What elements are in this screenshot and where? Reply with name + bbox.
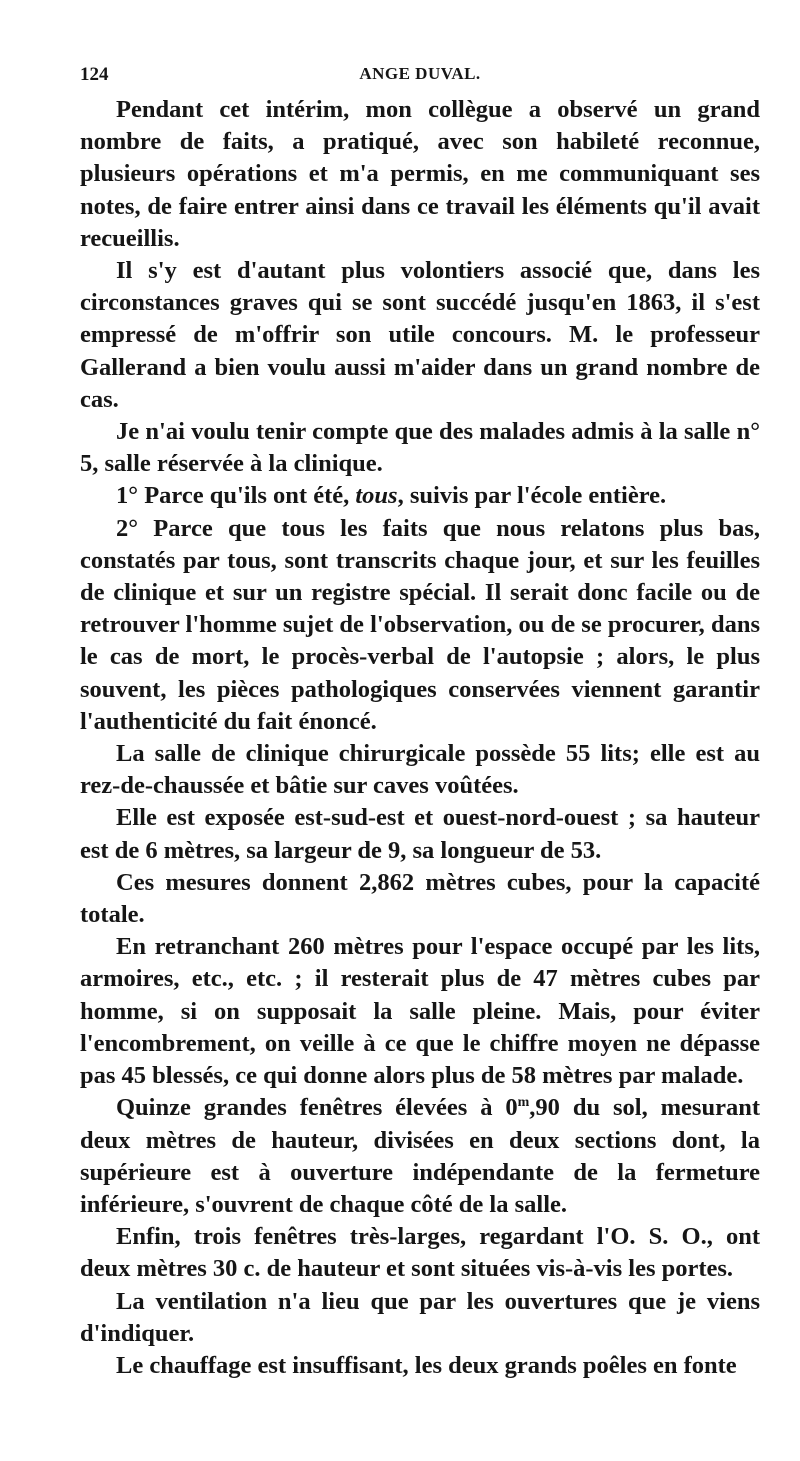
paragraph: Elle est exposée est-sud-est et ouest-nord-ouest ; sa hauteur est de 6 mètres, sa largeur de 9, sa longueur de 53. bbox=[80, 804, 760, 864]
page-number: 124 bbox=[80, 64, 109, 85]
paragraph: Je n'ai voulu tenir compte que des malades admis à la salle n° 5, salle réservée à la clinique. bbox=[80, 418, 760, 478]
paragraph-text: Parce qu'ils ont été, bbox=[138, 482, 356, 510]
list-number: 1° bbox=[116, 482, 139, 510]
paragraph bbox=[80, 1092, 760, 1221]
paragraph: Ces mesures donnent 2,862 mètres cubes, pour la capacité totale. bbox=[80, 868, 760, 929]
paragraph: Pendant cet intérim, mon collègue a observé un grand nombre de faits, a pratiqué, avec son habileté reconnue, plusieurs opérations et m'a permis, en me communiquant ses notes, de faire entrer ainsi dans ce travail les éléments qu'il avait recueillis. bbox=[80, 96, 760, 252]
paragraph: Le chauffage est insuffisant, les deux grands poêles en fonte bbox=[116, 1351, 737, 1379]
paragraph: La ventilation n'a lieu que par les ouvertures que je viens d'indiquer. bbox=[80, 1287, 760, 1347]
running-head: ANGE DUVAL. bbox=[359, 64, 481, 83]
page-header bbox=[80, 60, 760, 90]
paragraph: 2° Parce que tous les faits que nous relatons plus bas, constatés par tous, sont transcrits chaque jour, et sur les feuilles de clinique et sur un registre spécial. Il serait donc facile ou de retrouver l'homme sujet de l'observation, ou de se procurer, dans le cas de mort, le procès-verbal de l'autopsie ; alors, le plus souvent, les pièces pathologiques conservées viennent garantir l'authenticité du fait énoncé. bbox=[80, 514, 760, 735]
paragraph-text: , suivis par l'école entière. bbox=[397, 482, 667, 510]
paragraph: La salle de clinique chirurgicale possède 55 lits; elle est au rez-de-chaussée et bâtie sur caves voûtées. bbox=[80, 740, 760, 800]
paragraph: Il s'y est d'autant plus volontiers associé que, dans les circonstances graves qui se sont succédé jusqu'en 1863, il s'est empressé de m'offrir son utile concours. M. le professeur Gallerand a bien voulu aussi m'aider dans un grand nombre de cas. bbox=[80, 257, 760, 413]
body-text bbox=[80, 94, 760, 1382]
paragraph: Enfin, trois fenêtres très-larges, regardant l'O. S. O., ont deux mètres 30 c. de hauteur et sont situées vis-à-vis les portes. bbox=[80, 1223, 760, 1283]
paragraph-text: ,90 du sol, mesurant deux mètres de hauteur, divisées en deux sections dont, la supérieure est à ouverture indépendante de la fermeture inférieure, s'ouvrent de chaque côté de la salle. bbox=[80, 1094, 760, 1218]
emphasis: tous bbox=[355, 482, 398, 510]
paragraph: En retranchant 260 mètres pour l'espace occupé par les lits, armoires, etc., etc. ; il resterait plus de 47 mètres cubes par homme, si on supposait la salle pleine. Mais, pour éviter l'encombrement, on veille à ce que le chiffre moyen ne dépasse pas 45 blessés, ce qui donne alors plus de 58 mètres par malade. bbox=[80, 933, 760, 1090]
paragraph bbox=[80, 480, 760, 512]
paragraph-text: Quinze grandes fenêtres élevées à 0 bbox=[116, 1094, 518, 1122]
unit-superscript: m bbox=[517, 1095, 530, 1111]
